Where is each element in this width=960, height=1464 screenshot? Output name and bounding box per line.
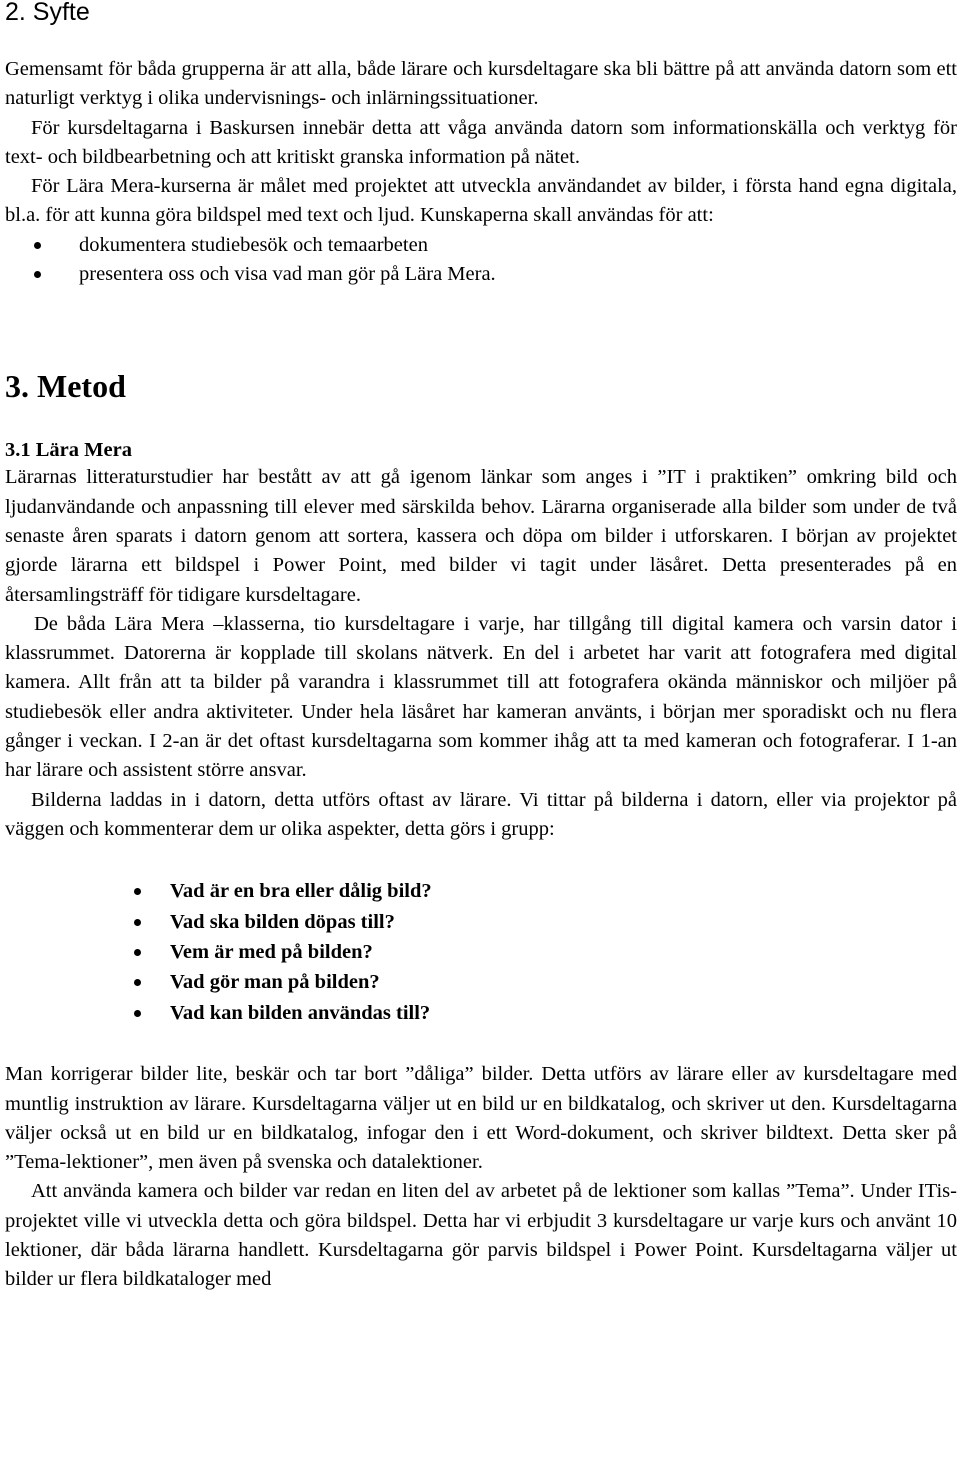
question-list xyxy=(5,876,957,1028)
paragraph-metod-4: Man korrigerar bilder lite, beskär och tar bort ”dåliga” bilder. Detta utförs av lärare eller av kursdeltagare med muntlig instruktion av lärare. Kursdeltagarna väljer ut en bild ur en bildkatalog, och skriver ut den. Kursdeltagarna väljer också ut en bild ur en bildkatalog, infogar den i ett Word-dokument, och skriver bildtext. Detta sker på ”Tema-lektioner”, men även på svenska och datalektioner. xyxy=(5,1063,957,1174)
bullet-list-syfte xyxy=(5,231,957,290)
sub-heading-lara-mera: 3.1 Lära Mera xyxy=(5,439,132,462)
paragraph-metod-1: Lärarnas litteraturstudier har bestått av att gå igenom länkar som anges i ”IT i praktiken” omkring bild och ljudanvändande och anpassning till elever med särskilda behov. Lärarna organiserade alla bilder som under de två senaste åren sparats i datorn genom att sortera, kassera och döpa om bilder i utforskaren. I början av projektet gjorde lärarna ett bildspel i Power Point, med bilder vi tagit under läsåret. Detta presenterades på en återsamlingsträff för tidigare kursdeltagare. xyxy=(5,466,957,606)
list-item: dokumentera studiebesök och temaarbeten xyxy=(5,231,957,260)
paragraph-metod-5: Att använda kamera och bilder var redan en liten del av arbetet på de lektioner som kallas ”Tema”. Under ITis-projektet ville vi utveckla detta och göra bildspel. Detta har vi erbjudit 3 kursdeltagare ur varje kurs och använt 10 lektioner, där båda lärarna handlett. Kursdeltagarna gör parvis bildspel i Power Point. Kursdeltagarna väljer ut bilder ur flera bildkataloger med xyxy=(5,1180,957,1291)
paragraph-metod-2: De båda Lära Mera –klasserna, tio kursdeltagare i varje, har tillgång till digital kamera och varsin dator i klassrummet. Datorerna är kopplade till skolans nätverk. En del i arbetet har varit att fotografera med digital kamera. Allt från att ta bilder på varandra i klassrummet till att fotografera okända människor och miljöer på studiebesök eller andra aktiviteter. Under hela läsåret har kameran använts, i början mer sporadiskt och nu flera gånger i veckan. I 2-an är det oftast kursdeltagarna som kommer ihåg att ta med kameran och fotograferar. I 1-an har lärare och assistent större ansvar. xyxy=(5,612,957,782)
section-heading-syfte: 2. Syfte xyxy=(5,0,90,26)
list-item: Vad ska bilden döpas till? xyxy=(5,907,957,937)
paragraph-metod-3: Bilderna laddas in i datorn, detta utförs oftast av lärare. Vi tittar på bilderna i datorn, eller via projektor på väggen och kommenterar dem ur olika aspekter, detta görs i grupp: xyxy=(5,788,957,840)
list-item: presentera oss och visa vad man gör på Lära Mera. xyxy=(5,260,957,289)
list-item: Vad är en bra eller dålig bild? xyxy=(5,876,957,906)
paragraph-syfte-2: För kursdeltagarna i Baskursen innebär detta att våga använda datorn som informationskälla och verktyg för text- och bildbearbetning och att kritiskt granska information på nätet. xyxy=(5,116,957,168)
paragraph-syfte-3: För Lära Mera-kurserna är målet med projektet att utveckla användandet av bilder, i första hand egna digitala, bl.a. för att kunna göra bildspel med text och ljud. Kunskaperna skall användas för att: xyxy=(5,175,957,227)
list-item: Vad kan bilden användas till? xyxy=(5,998,957,1028)
paragraph-syfte-1: Gemensamt för båda grupperna är att alla, både lärare och kursdeltagare ska bli bättre på att använda datorn som ett naturligt verktyg i olika undervisnings- och inlärningssituationer. xyxy=(5,58,957,110)
list-item: Vem är med på bilden? xyxy=(5,937,957,967)
list-item: Vad gör man på bilden? xyxy=(5,967,957,997)
section-heading-metod: 3. Metod xyxy=(5,368,126,405)
document-page xyxy=(5,0,957,1295)
